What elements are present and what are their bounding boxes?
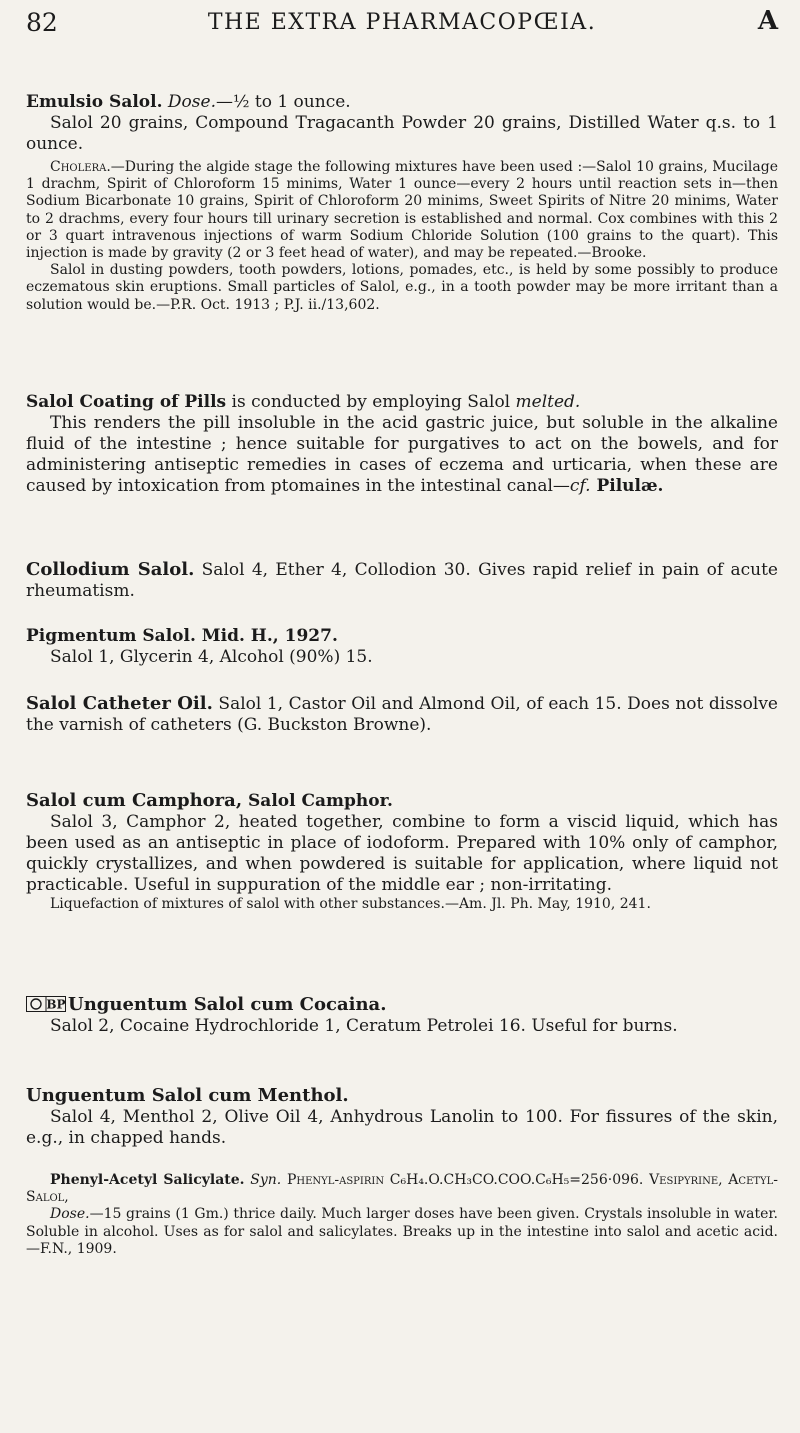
melted-text: melted. <box>515 392 581 412</box>
bp-mark-label: BP <box>46 997 66 1012</box>
page-number: 82 <box>26 8 58 37</box>
entry-emulsio-salol <box>26 92 778 314</box>
entry-synonym: Salol Camphor. <box>242 791 393 811</box>
entry-heading: Pigmentum Salol. <box>26 626 196 646</box>
entry-text: Salol 2, Cocaine Hydrochloride 1, Ceratum Petrolei 16. Useful for burns. <box>50 1016 678 1036</box>
entry-heading: Unguentum Salol cum Cocaina. <box>68 994 387 1015</box>
entry-heading: Unguentum Salol cum Menthol. <box>26 1085 349 1106</box>
entry-text: —15 grains (1 Gm.) thrice daily. Much larger doses have been given. Crystals insoluble in water. Soluble in alcohol. Uses as for salol and salicylates. Breaks up in the intestine into salol and acetic acid.—F.N., 1909. <box>26 1206 778 1257</box>
entry-phenyl-acetyl-salicylate <box>26 1172 778 1258</box>
coating-body: This renders the pill insoluble in the acid gastric juice, but soluble in the alkaline fluid of the intestine ; hence suitable for purgatives to act on the bowels, and for administering antiseptic remedies in cases of eczema and urticaria, when these are caused by intoxication from ptomaines in the intestinal canal— <box>26 413 778 496</box>
entry-text: Salol 4, Ether 4, Collodion 30. Gives rapid relief in pain of acute rheumatism. <box>26 560 778 601</box>
page <box>26 0 779 1257</box>
dusting-text: Salol in dusting powders, tooth powders, lotions, pomades, etc., is held by some possibly to produce eczematous skin eruptions. Small particles of Salol, e.g., in a tooth powder may be more irritant than a solution would be.—P.R. Oct. 1913 ; P.J. ii./13,602. <box>26 262 778 313</box>
cf-text: cf. <box>569 476 591 496</box>
entry-heading: Salol Catheter Oil. <box>26 693 213 714</box>
dose-label: Dose. <box>50 1206 90 1223</box>
formula-text: Salol 1, Glycerin 4, Alcohol (90%) 15. <box>50 647 373 667</box>
entry-unguentum-cocaina <box>26 994 778 1037</box>
running-title: THE EXTRA PHARMACOPŒIA. <box>207 10 597 35</box>
entry-heading: Collodium Salol. <box>26 559 195 580</box>
section-letter: A <box>757 6 778 36</box>
entry-heading: Salol Coating of Pills <box>26 392 227 412</box>
dose-label: Dose. <box>167 92 216 112</box>
synonyms-text: Phenyl-aspirin C₆H₄.O.CH₃CO.COO.C₆H₅=256·096. Vesipyrine, Acetyl-Salol, <box>26 1172 779 1206</box>
cross-reference: Pilulæ. <box>590 476 664 496</box>
bp-official-mark-icon <box>26 996 66 1012</box>
entry-catheter-oil <box>26 693 778 736</box>
entry-salol-coating <box>26 392 778 497</box>
entry-heading: Salol cum Camphora, <box>26 790 243 811</box>
liquefaction-text: Liquefaction of mixtures of salol with other substances.—Am. Jl. Ph. May, 1910, 241. <box>50 896 651 912</box>
entry-unguentum-menthol <box>26 1085 778 1149</box>
running-header <box>26 0 778 60</box>
entry-salol-camphora <box>26 790 778 913</box>
entry-text: Salol 3, Camphor 2, heated together, combine to form a viscid liquid, which has been used as an antiseptic in place of iodoform. Prepared with 10% only of camphor, quickly crystallizes, and when powdered is suitable for application, where liquid not practicable. Useful in suppuration of the middle ear ; non-irritating. <box>26 812 778 895</box>
entry-pigmentum-salol <box>26 626 778 668</box>
cholera-text: —During the algide stage the following mixtures have been used :—Salol 10 grains, Mucilage 1 drachm, Spirit of Chloroform 15 minims, Water 1 ounce—every 2 hours until reaction sets in—then Sodium Bicarbonate 10 grains, Spirit of Chloroform 20 minims, Sweet Spirits of Nitre 20 minims, Water to 2 drachms, every four hours till urinary secretion is established and normal. Cox combines with this 2 or 3 quart intravenous injections of warm Sodium Chloride Solution (100 grains to the quart). This injection is made by gravity (2 or 3 feet head of water), and may be repeated.—Brooke. <box>26 159 778 262</box>
entry-source: Mid. H., 1927. <box>195 626 338 646</box>
entry-heading: Emulsio Salol. <box>26 92 163 112</box>
formula-text: Salol 20 grains, Compound Tragacanth Powder 20 grains, Distilled Water q.s. to 1 ounce. <box>26 113 778 154</box>
coating-text: is conducted by employing Salol <box>226 392 516 412</box>
dose-text: —½ to 1 ounce. <box>215 92 351 112</box>
entry-collodium-salol <box>26 559 778 602</box>
entry-text: Salol 1, Castor Oil and Almond Oil, of each 15. Does not dissolve the varnish of catheters (G. Buckston Browne). <box>26 694 778 735</box>
entry-heading: Phenyl-Acetyl Salicylate. <box>50 1172 245 1188</box>
syn-label: Syn. <box>250 1172 282 1188</box>
entry-text: Salol 4, Menthol 2, Olive Oil 4, Anhydrous Lanolin to 100. For fissures of the skin, e.g., in chapped hands. <box>26 1107 778 1148</box>
cholera-label: Cholera. <box>50 159 111 175</box>
